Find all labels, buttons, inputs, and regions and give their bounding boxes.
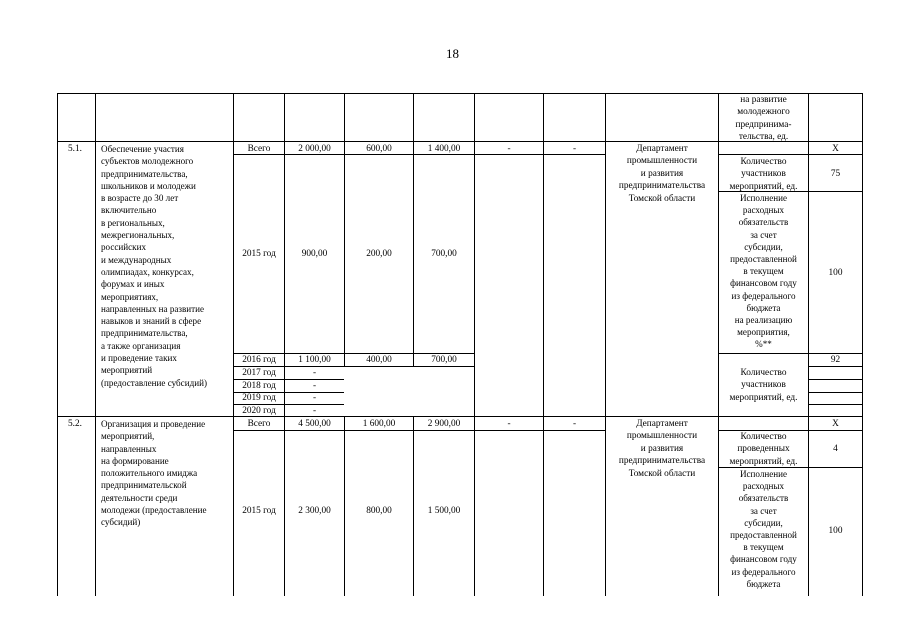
year-sum: 2 300,00 <box>298 506 331 516</box>
total-regional: 1 400,00 <box>427 144 461 154</box>
year-sum: 1 100,00 <box>298 355 331 365</box>
indicator-value: 4 <box>833 444 838 454</box>
indicator-value: 100 <box>828 268 843 278</box>
total-local: - <box>507 419 511 429</box>
total-federal: 1 600,00 <box>362 419 396 429</box>
total-sum: 4 500,00 <box>298 419 331 429</box>
year-label: 2015 год <box>242 506 276 516</box>
year-sum: 900,00 <box>301 249 328 259</box>
year-sum: - <box>312 393 317 403</box>
row-title: Организация и проведение мероприятий, направленных на формирование положительного имиджа предпринимательской деятельности среди молодежи (предоставление субсидий) <box>101 419 207 528</box>
indicator-label: Количество участников мероприятий, ед. <box>729 368 798 403</box>
year-sum: - <box>312 406 317 416</box>
year-federal: 800,00 <box>366 506 392 516</box>
year-label: 2018 год <box>242 381 276 391</box>
year-federal: 400,00 <box>366 355 392 365</box>
indicator-label: Количество участников мероприятий, ед. <box>729 157 798 192</box>
executor: Департамент промышленности и развития предпринимательства Томской области <box>618 144 706 204</box>
continuation-indicator: на развитие молодежного предпринима- тельства, ед. <box>735 95 792 141</box>
year-label: 2020 год <box>242 406 276 416</box>
indicator-value: 100 <box>828 526 843 536</box>
row-title: Обеспечение участия субъектов молодежного предпринимательства, школьников и молодежи в возрасте до 30 лет включительно в региональных, межрегиональных, российских и международных олимпиадах, конкурсах, форумах и иных мероприятиях, направленных на развитие навыков и знаний в сфере предпринимательства, а также организация и проведение таких мероприятий (предоставление субсидий) <box>101 144 207 388</box>
indicator-value: 92 <box>830 355 841 365</box>
year-label: 2017 год <box>242 368 276 378</box>
indicator-label: Исполнение расходных обязательств за счет субсидии, предоставленной в текущем финансовом году из федерального бюджета на реализацию мероприятия, %** <box>730 193 797 350</box>
page-number: 18 <box>446 46 459 61</box>
year-sum: - <box>312 368 317 378</box>
total-local: - <box>507 144 511 154</box>
total-regional: 2 900,00 <box>427 419 461 429</box>
year-sum: - <box>312 381 317 391</box>
indicator-value: 75 <box>830 169 841 179</box>
year-label: 2016 год <box>242 355 276 365</box>
total-label: Всего <box>247 144 271 154</box>
total-label: Всего <box>247 419 271 429</box>
year-label: 2019 год <box>242 393 276 403</box>
year-regional: 700,00 <box>431 249 457 259</box>
total-extrabudget: - <box>572 419 577 429</box>
year-regional: 700,00 <box>431 355 457 365</box>
total-extrabudget: - <box>572 144 577 154</box>
year-regional: 1 500,00 <box>427 506 461 516</box>
indicator-label: Количество проведенных мероприятий, ед. <box>729 432 798 467</box>
total-federal: 600,00 <box>366 144 392 154</box>
total-indicator-value: X <box>832 144 839 154</box>
row-number: 5.1. <box>68 144 82 154</box>
total-sum: 2 000,00 <box>298 144 331 154</box>
total-indicator-value: X <box>832 419 839 429</box>
executor: Департамент промышленности и развития предпринимательства Томской области <box>618 419 706 479</box>
year-label: 2015 год <box>242 249 276 259</box>
row-number: 5.2. <box>68 419 82 429</box>
indicator-label: Исполнение расходных обязательств за счет субсидии, предоставленной в текущем финансовом году из федерального бюджета <box>730 469 797 589</box>
year-federal: 200,00 <box>366 249 392 259</box>
